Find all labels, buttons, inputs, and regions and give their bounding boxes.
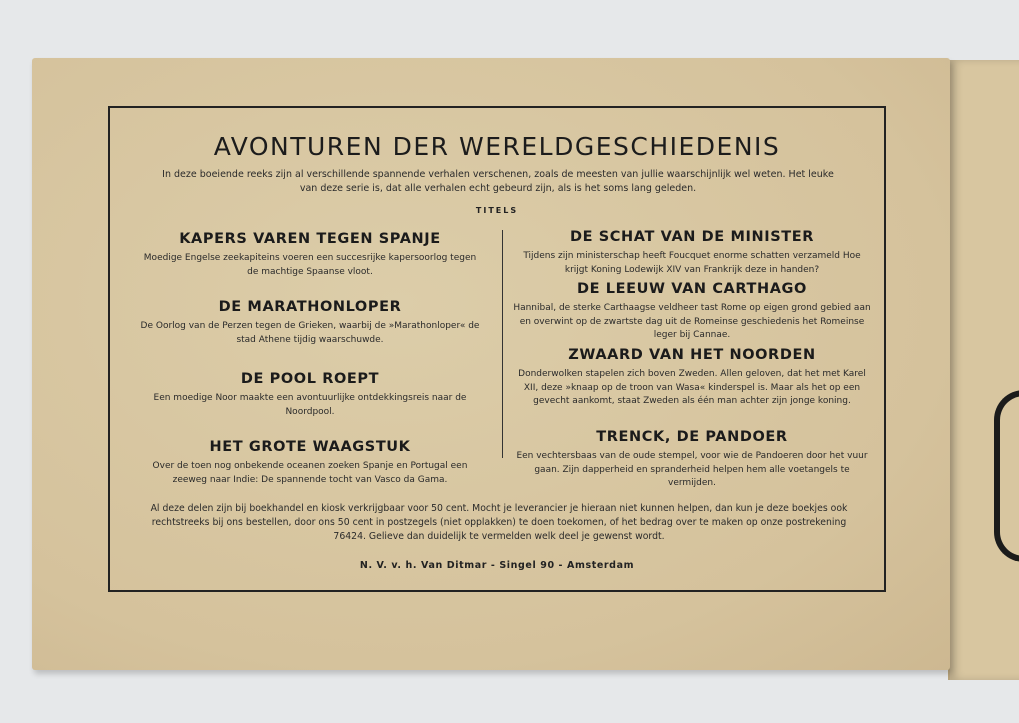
story-description: Tijdens zijn ministerschap heeft Foucquet enorme schatten verzameld Hoe krijgt Koning Lodewijk XIV van Frankrijk deze in handen? (523, 251, 861, 275)
story-title: DE POOL ROEPT (240, 371, 380, 387)
story-item (140, 230, 480, 279)
next-page-edge (948, 60, 1019, 680)
story-title: KAPERS VAREN TEGEN SPANJE (179, 231, 441, 247)
content-frame (108, 106, 886, 592)
next-page-illustration (994, 390, 1019, 562)
story-description: Hannibal, de sterke Carthaagse veldheer tast Rome op eigen grond gebied aan en overwint op de zwartste dag uit de Romeinse geschiedenis het Romeinse leger bij Cannae. (513, 303, 871, 340)
story-description: Moedige Engelse zeekapiteins voeren een succesrijke kapersoorlog tegen de machtige Spaanse vloot. (143, 253, 477, 277)
story-title: DE LEEUW VAN CARTHAGO (577, 281, 807, 297)
titles-heading: TITELS (475, 206, 519, 215)
publisher-line: N. V. v. h. Van Ditmar - Singel 90 - Amsterdam (359, 560, 635, 571)
story-description: Een vechtersbaas van de oude stempel, voor wie de Pandoeren door het vuur gaan. Zijn dapperheid en spranderheid helpen hem alle voetangels te vermijden. (516, 451, 868, 488)
story-description: Een moedige Noor maakte een avontuurlijke ontdekkingsreis naar de Noordpool. (153, 393, 467, 417)
story-item (140, 370, 480, 419)
story-item (140, 438, 480, 487)
story-item (512, 346, 872, 409)
story-item (140, 298, 480, 347)
story-description: Donderwolken stapelen zich boven Zweden. Allen geloven, dat het met Karel XII, deze »knaap op de troon van Wasa« kinderspel is. Maar als het op een gevecht aankomt, staat Zweden als één man achter zijn jonge koning. (518, 369, 866, 406)
story-title: ZWAARD VAN HET NOORDEN (568, 347, 816, 363)
story-title: DE SCHAT VAN DE MINISTER (569, 229, 815, 245)
story-title: TRENCK, DE PANDOER (596, 429, 788, 445)
ordering-info: Al deze delen zijn bij boekhandel en kiosk verkrijgbaar voor 50 cent. Mocht je leverancier je hieraan niet kunnen helpen, dan kun je deze boekjes ook rechtstreeks bij ons bestellen, door ons 50 cent in postzegels (niet opplakken) te doen toekomen, of het bedrag over te maken op onze postrekening 76424. Gelieve dan duidelijk te vermelden welk deel je gewenst wordt. (150, 503, 848, 542)
story-item (512, 280, 872, 343)
story-item (512, 428, 872, 491)
story-description: Over de toen nog onbekende oceanen zoeken Spanje en Portugal een zeeweg naar Indie: De spannende tocht van Vasco da Gama. (152, 461, 468, 485)
story-description: De Oorlog van de Perzen tegen de Grieken, waarbij de »Marathonloper« de stad Athene tijdig waarschuwde. (140, 321, 480, 345)
page-title: AVONTUREN DER WERELDGESCHIEDENIS (213, 132, 781, 161)
story-item (512, 228, 872, 277)
intro-text: In deze boeiende reeks zijn al verschillende spannende verhalen verschenen, zoals de meesten van jullie waarschijnlijk wel weten. Het leuke van deze serie is, dat alle verhalen echt gebeurd zijn, als is het soms lang geleden. (162, 169, 834, 194)
story-title: HET GROTE WAAGSTUK (209, 439, 411, 455)
story-title: DE MARATHONLOPER (218, 299, 402, 315)
column-divider (502, 230, 503, 458)
